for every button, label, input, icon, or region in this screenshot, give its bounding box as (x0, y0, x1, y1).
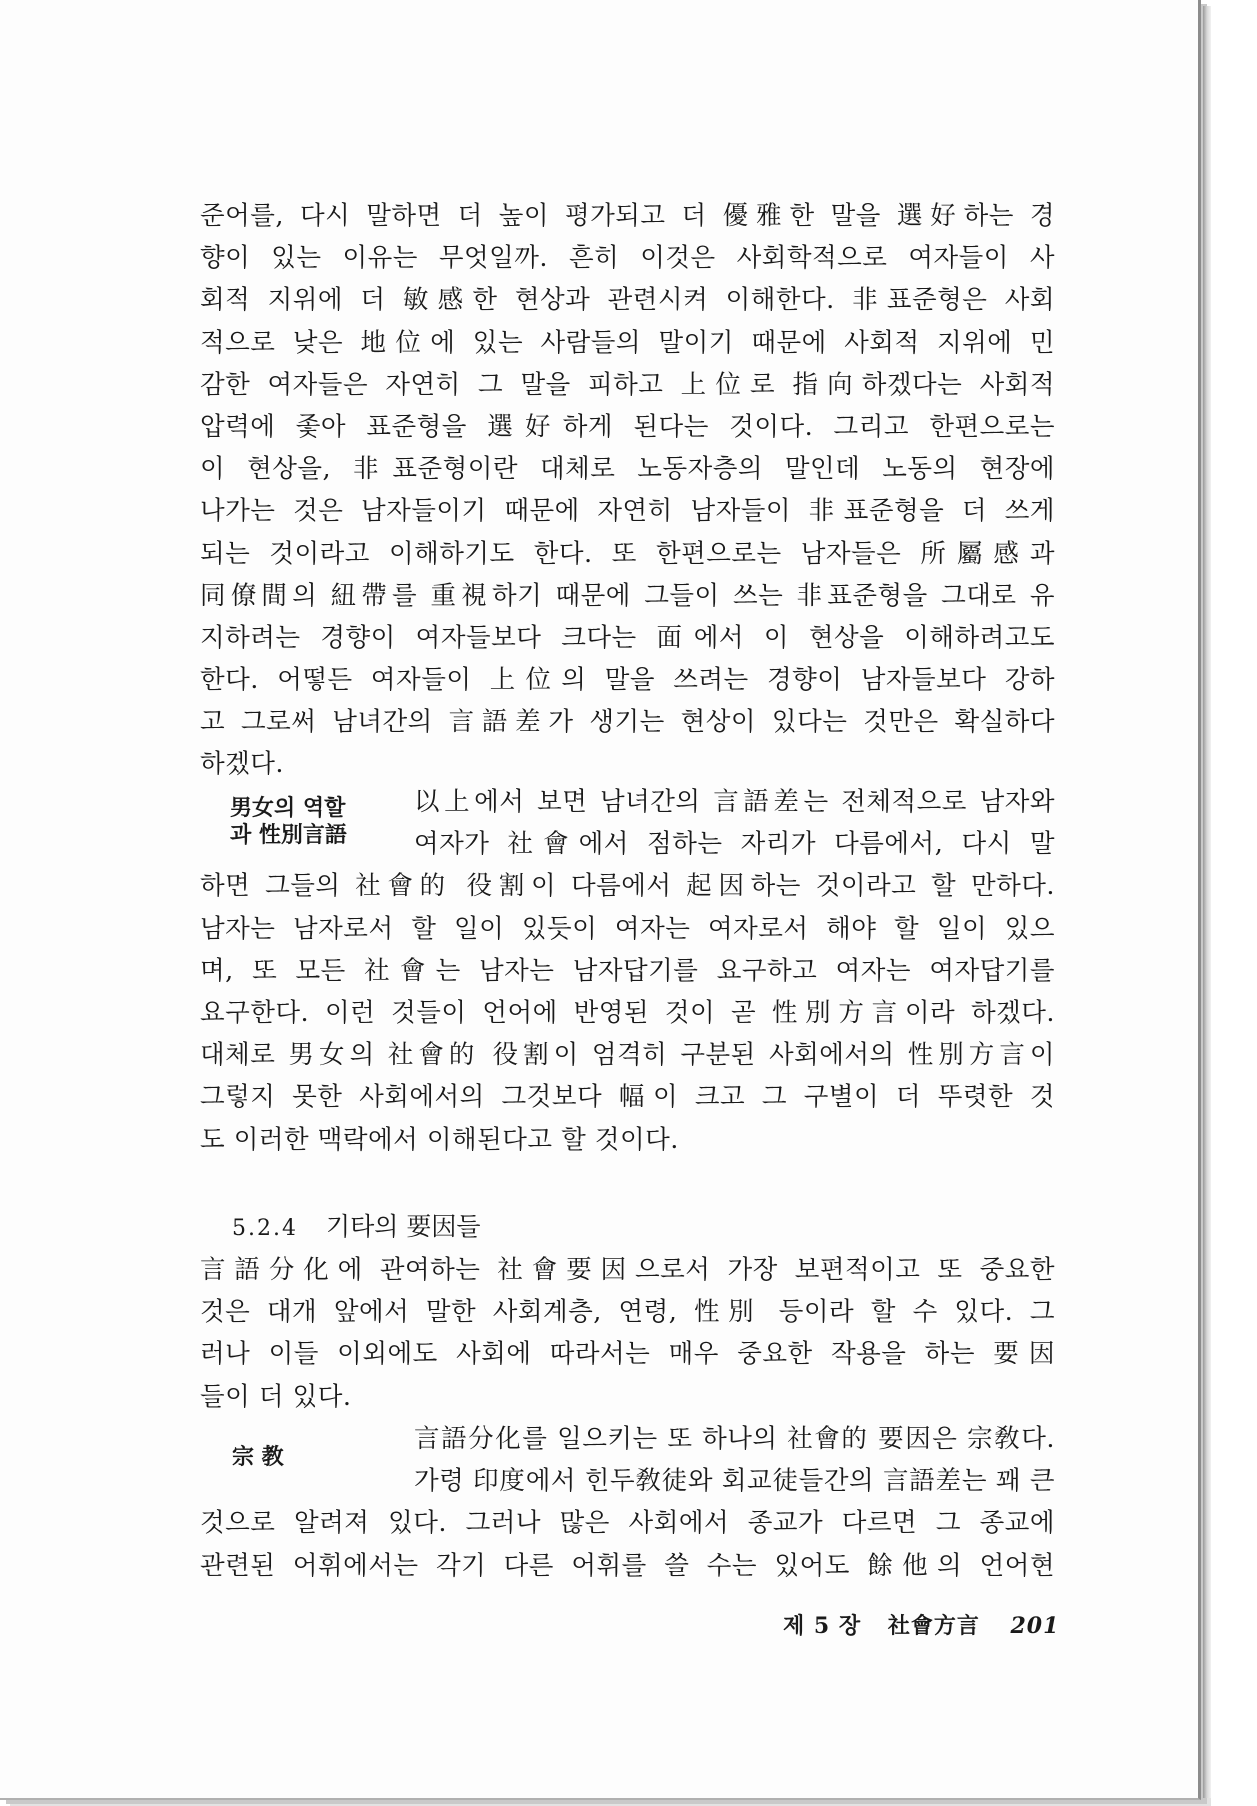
page-edge-shadow (1203, 6, 1211, 1798)
margin-note-line: 과 性別言語 (230, 822, 347, 848)
text-line: 言語分化에 관여하는 社會要因으로서 가장 보편적이고 또 중요한 (200, 1255, 1055, 1285)
text-line: 同僚間의 紐帶를 重視하기 때문에 그들이 쓰는 非표준형을 그대로 유 (200, 580, 1055, 611)
paragraph-block-1 (200, 195, 1055, 786)
margin-note-line: 男女의 역할 (230, 795, 346, 821)
text-line: 이 현상을, 非표준형이란 대체로 노동자층의 말인데 노동의 현장에 (200, 454, 1055, 485)
text-line: 言語分化를 일으키는 또 하나의 社會的 要因은 宗敎다. (414, 1424, 1055, 1454)
text-line: 여자가 社會에서 점하는 자리가 다름에서, 다시 말 (414, 829, 1055, 860)
footer-chapter: 제 5 장 (783, 1613, 862, 1639)
text-line: 그렇지 못한 사회에서의 그것보다 幅이 크고 그 구별이 더 뚜렷한 것 (200, 1082, 1055, 1113)
text-line: 러나 이들 이외에도 사회에 따라서는 매우 중요한 작용을 하는 要因 (200, 1339, 1055, 1370)
text-line: 것으로 알려져 있다. 그러나 많은 사회에서 종교가 다르면 그 종교에 (200, 1508, 1055, 1539)
page-number: 201 (1010, 1613, 1060, 1639)
text-line: 가령 印度에서 힌두敎徒와 회교徒들간의 言語差는 꽤 큰 (414, 1466, 1055, 1497)
page-footer (783, 1609, 1059, 1640)
text-line: 압력에 좇아 표준형을 選好하게 된다는 것이다. 그리고 한편으로는 (200, 411, 1055, 442)
text-line: 하겠다. (200, 749, 285, 780)
text-line: 되는 것이라고 이해하기도 한다. 또 한편으로는 남자들은 所屬感과 (200, 538, 1055, 569)
paragraph-block-4 (200, 1418, 1055, 1587)
text-line: 회적 지위에 더 敏感한 현상과 관련시켜 이해한다. 非표준형은 사회 (200, 285, 1055, 316)
text-line: 대체로 男女의 社會的 役割이 엄격히 구분된 사회에서의 性別方言이 (200, 1040, 1055, 1071)
text-line: 하면 그들의 社會的 役割이 다름에서 起因하는 것이라고 할 만하다. (200, 871, 1055, 902)
section-heading (232, 1210, 481, 1246)
margin-note-line: 宗 教 (232, 1444, 284, 1470)
text-line: 도 이러한 맥락에서 이해된다고 할 것이다. (200, 1124, 679, 1155)
text-line: 나가는 것은 남자들이기 때문에 자연히 남자들이 非표준형을 더 쓰게 (200, 496, 1055, 527)
paragraph-block-2 (200, 781, 1055, 1161)
text-line: 들이 더 있다. (200, 1381, 352, 1412)
text-line: 향이 있는 이유는 무엇일까. 흔히 이것은 사회학적으로 여자들이 사 (200, 243, 1055, 274)
text-line: 적으로 낮은 地位에 있는 사람들의 말이기 때문에 사회적 지위에 민 (200, 327, 1055, 358)
text-line: 以上에서 보면 남녀간의 言語差는 전체적으로 남자와 (414, 787, 1055, 817)
text-line: 지하려는 경향이 여자들보다 크다는 面에서 이 현상을 이해하려고도 (200, 622, 1055, 653)
text-line: 며, 또 모든 社會는 남자는 남자답기를 요구하고 여자는 여자답기를 (200, 955, 1055, 986)
text-line: 남자는 남자로서 할 일이 있듯이 여자는 여자로서 해야 할 일이 있으 (200, 913, 1055, 944)
section-title: 기타의 要因들 (325, 1212, 481, 1241)
text-line: 준어를, 다시 말하면 더 높이 평가되고 더 優雅한 말을 選好하는 경 (200, 201, 1055, 231)
section-number: 5.2.4 (232, 1216, 298, 1241)
paragraph-block-3 (200, 1249, 1055, 1418)
text-line: 관련된 어휘에서는 각기 다른 어휘를 쓸 수는 있어도 餘他의 언어현 (200, 1550, 1055, 1581)
footer-title: 社會方言 (887, 1613, 980, 1639)
text-line: 한다. 어떻든 여자들이 上位의 말을 쓰려는 경향이 남자들보다 강하 (200, 665, 1055, 696)
text-line: 것은 대개 앞에서 말한 사회계층, 연령, 性別 등이라 할 수 있다. 그 (200, 1297, 1055, 1328)
text-line: 감한 여자들은 자연히 그 말을 피하고 上位로 指向하겠다는 사회적 (200, 369, 1055, 400)
text-line: 고 그로써 남녀간의 言語差가 생기는 현상이 있다는 것만은 확실하다 (200, 707, 1055, 738)
text-line: 요구한다. 이런 것들이 언어에 반영된 것이 곧 性別方言이라 하겠다. (200, 997, 1055, 1028)
